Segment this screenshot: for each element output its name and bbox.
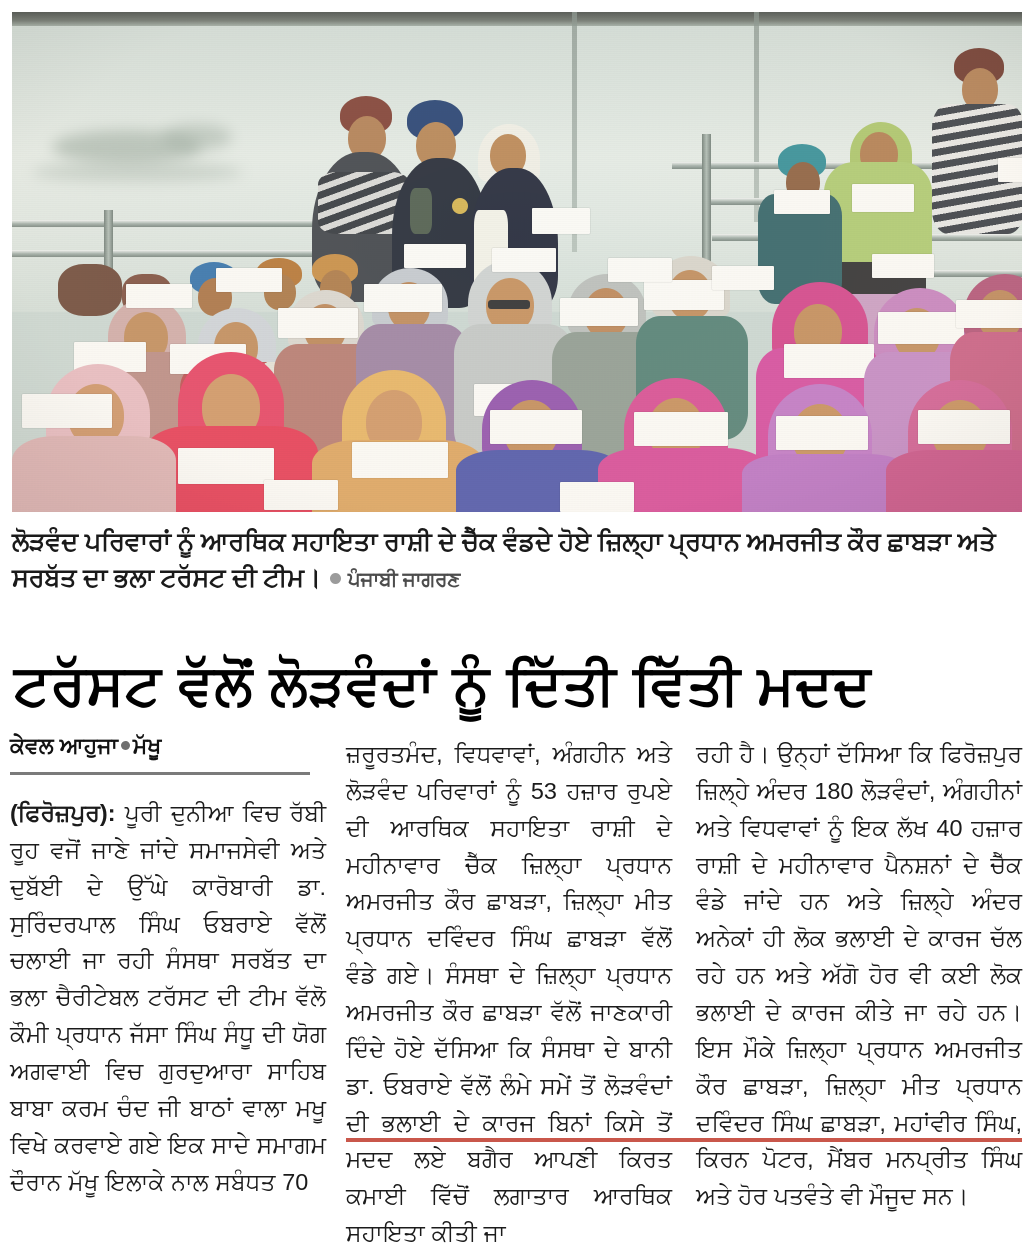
cheque	[126, 284, 192, 308]
cheque	[956, 300, 1022, 328]
bench-object	[58, 264, 122, 316]
wall-stain	[32, 162, 242, 182]
article-column-1	[10, 795, 326, 1200]
cheque	[404, 244, 466, 268]
cheque	[532, 208, 590, 234]
cheque	[216, 268, 282, 292]
lapel-badge	[452, 198, 468, 214]
cheque	[712, 266, 774, 290]
cheque	[560, 298, 638, 326]
cheque	[878, 312, 964, 344]
byline-author: ਕੇਵਲ ਆਹੁਜਾ	[10, 733, 118, 758]
cheque	[492, 248, 556, 272]
wall-top-shadow	[12, 12, 1022, 26]
cheque	[774, 190, 830, 214]
cheque	[784, 344, 874, 378]
article-column-3-text: ਰਹੀ ਹੈ। ਉਨ੍ਹਾਂ ਦੱਸਿਆ ਕਿ ਫਿਰੋਜ਼ਪੁਰ ਜ਼ਿਲ੍ਹੇ ਅੰਦਰ 180 ਲੋੜਵੰਦਾਂ, ਅੰਗਹੀਨਾਂ ਅਤੇ ਵਿਧਵਾਵਾਂ ਨੂੰ ਇਕ ਲੱਖ 40 ਹਜ਼ਾਰ ਰਾਸ਼ੀ ਦੇ ਮਹੀਨਾਵਾਰ ਪੈਨਸ਼ਨਾਂ ਦੇ ਚੈੱਕ ਵੰਡੇ ਜਾਂਦੇ ਹਨ ਅਤੇ ਜ਼ਿਲ੍ਹੇ ਅੰਦਰ ਅਨੇਕਾਂ ਹੀ ਲੋਕ ਭਲਾਈ ਦੇ ਕਾਰਜ ਚੱਲ ਰਹੇ ਹਨ ਅਤੇ ਅੱਗੋ ਹੋਰ ਵੀ ਕਈ ਲੋਕ ਭਲਾਈ ਦੇ ਕਾਰਜ ਕੀਤੇ ਜਾ ਰਹੇ ਹਨ। ਇਸ ਮੌਕੇ ਜ਼ਿਲ੍ਹਾ ਪ੍ਰਧਾਨ ਅਮਰਜੀਤ ਕੌਰ ਛਾਬੜਾ, ਜ਼ਿਲ੍ਹਾ ਮੀਤ ਪ੍ਰਧਾਨ ਦਵਿੰਦਰ ਸਿੰਘ ਛਾਬੜਾ, ਮਹਾਂਵੀਰ ਸਿੰਘ, ਕਿਰਨ ਪੋਟਰ, ਮੈਂਬਰ ਮਨਪ੍ਰੀਤ ਸਿੰਘ ਅਤੇ ਹੋਰ ਪਤਵੰਤੇ ਵੀ ਮੌਜੂਦ ਸਨ।	[696, 741, 1022, 1210]
cheque	[278, 308, 358, 338]
cheque	[264, 480, 338, 510]
byline-location: ਮੱਖੂ	[132, 733, 162, 758]
page-headline: ਟਰੱਸਟ ਵੱਲੋਂ ਲੋੜਵੰਦਾਂ ਨੂੰ ਦਿੱਤੀ ਵਿੱਤੀ ਮਦਦ	[14, 652, 872, 716]
caption-text: ਲੋੜਵੰਦ ਪਰਿਵਾਰਾਂ ਨੂੰ ਆਰਥਿਕ ਸਹਾਇਤਾ ਰਾਸ਼ੀ ਦੇ ਚੈੱਕ ਵੰਡਦੇ ਹੋਏ ਜ਼ਿਲ੍ਹਾ ਪ੍ਰਧਾਨ ਅਮਰਜੀਤ ਕੌਰ ਛਾਬੜਾ ਅਤੇ ਸਰਬੱਤ ਦਾ ਭਲਾ ਟਰੱਸਟ ਦੀ ਟੀਮ।	[12, 528, 996, 593]
byline-bullet-icon	[121, 741, 130, 750]
cheque	[776, 416, 868, 450]
byline-divider	[10, 772, 310, 775]
cheque	[352, 442, 448, 478]
cheque	[634, 412, 728, 446]
wall-seam	[754, 12, 759, 222]
cheque	[178, 448, 274, 484]
wall-stain	[162, 124, 232, 150]
article-column-3	[696, 736, 1022, 1215]
caption-bullet-icon	[330, 573, 341, 584]
byline	[10, 733, 322, 775]
article-column-2	[346, 736, 672, 1252]
cheque	[872, 254, 934, 278]
person-shirt	[410, 188, 432, 234]
photo-scene	[12, 12, 1022, 512]
person-body	[886, 450, 1022, 512]
article-dateline: (ਫਿਰੋਜ਼ਪੁਰ):	[10, 800, 116, 826]
person-body	[12, 436, 176, 512]
byline-line	[10, 733, 322, 759]
cheque	[918, 410, 1010, 444]
photo-credit: ਪੰਜਾਬੀ ਜਾਗਰਣ	[347, 569, 461, 592]
cheque	[490, 410, 582, 444]
article-column-1-text: ਪੂਰੀ ਦੁਨੀਆ ਵਿਚ ਰੱਬੀ ਰੂਹ ਵਜੋਂ ਜਾਣੇ ਜਾਂਦੇ ਸਮਾਜਸੇਵੀ ਅਤੇ ਦੁਬੱਈ ਦੇ ਉੱਘੇ ਕਾਰੋਬਾਰੀ ਡਾ. ਸੁਰਿੰਦਰਪਾਲ ਸਿੰਘ ਓਬਰਾਏ ਵੱਲੋਂ ਚਲਾਈ ਜਾ ਰਹੀ ਸੰਸਥਾ ਸਰਬੱਤ ਦਾ ਭਲਾ ਚੈਰੀਟੇਬਲ ਟਰੱਸਟ ਦੀ ਟੀਮ ਵੱਲੋ ਕੌਮੀ ਪ੍ਰਧਾਨ ਜੱਸਾ ਸਿੰਘ ਸੰਧੂ ਦੀ ਯੋਗ ਅਗਵਾਈ ਵਿਚ ਗੁਰਦੁਆਰਾ ਸਾਹਿਬ ਬਾਬਾ ਕਰਮ ਚੰਦ ਜੀ ਬਾਠਾਂ ਵਾਲਾ ਮਖੂ ਵਿਖੇ ਕਰਵਾਏ ਗਏ ਇਕ ਸਾਦੇ ਸਮਾਗਮ ਦੌਰਾਨ ਮੱਖੂ ਇਲਾਕੇ ਨਾਲ ਸਬੰਧਤ 70	[10, 800, 326, 1195]
photo-caption	[12, 524, 1020, 596]
cheque	[852, 184, 914, 212]
article-column-2-text: ਜ਼ਰੂਰਤਮੰਦ, ਵਿਧਵਾਵਾਂ, ਅੰਗਹੀਨ ਅਤੇ ਲੋੜਵੰਦ ਪਰਿਵਾਰਾਂ ਨੂੰ 53 ਹਜ਼ਾਰ ਰੁਪਏ ਦੀ ਆਰਥਿਕ ਸਹਾਇਤਾ ਰਾਸ਼ੀ ਦੇ ਮਹੀਨਾਵਾਰ ਚੈੱਕ ਜ਼ਿਲ੍ਹਾ ਪ੍ਰਧਾਨ ਅਮਰਜੀਤ ਕੌਰ ਛਾਬੜਾ, ਜ਼ਿਲ੍ਹਾ ਮੀਤ ਪ੍ਰਧਾਨ ਦਵਿੰਦਰ ਸਿੰਘ ਛਾਬੜਾ ਵੱਲੋਂ ਵੰਡੇ ਗਏ। ਸੰਸਥਾ ਦੇ ਜ਼ਿਲ੍ਹਾ ਪ੍ਰਧਾਨ ਅਮਰਜੀਤ ਕੌਰ ਛਾਬੜਾ ਵੱਲੋਂ ਜਾਣਕਾਰੀ ਦਿੰਦੇ ਹੋਏ ਦੱਸਿਆ ਕਿ ਸੰਸਥਾ ਦੇ ਬਾਨੀ ਡਾ. ਓਬਰਾਏ ਵੱਲੋਂ ਲੰਮੇ ਸਮੇਂ ਤੋਂ ਲੋੜਵੰਦਾਂ ਦੀ ਭਲਾਈ ਦੇ ਕਾਰਜ ਬਿਨਾਂ ਕਿਸੇ ਤੋਂ ਮਦਦ ਲਏ ਬਗੈਰ ਆਪਣੀ ਕਿਰਤ ਕਮਾਈ ਵਿੱਚੋਂ ਲਗਾਤਾਰ ਆਰਥਿਕ ਸਹਾਇਤਾ ਕੀਤੀ ਜਾ	[346, 741, 672, 1247]
cheque	[560, 482, 634, 512]
cheque	[22, 394, 112, 428]
cheque	[364, 284, 442, 312]
cheque	[608, 258, 672, 282]
footer-accent-rule	[346, 1138, 1022, 1142]
news-photo	[12, 12, 1022, 512]
eyeglasses	[488, 300, 530, 309]
cheque	[998, 158, 1022, 182]
